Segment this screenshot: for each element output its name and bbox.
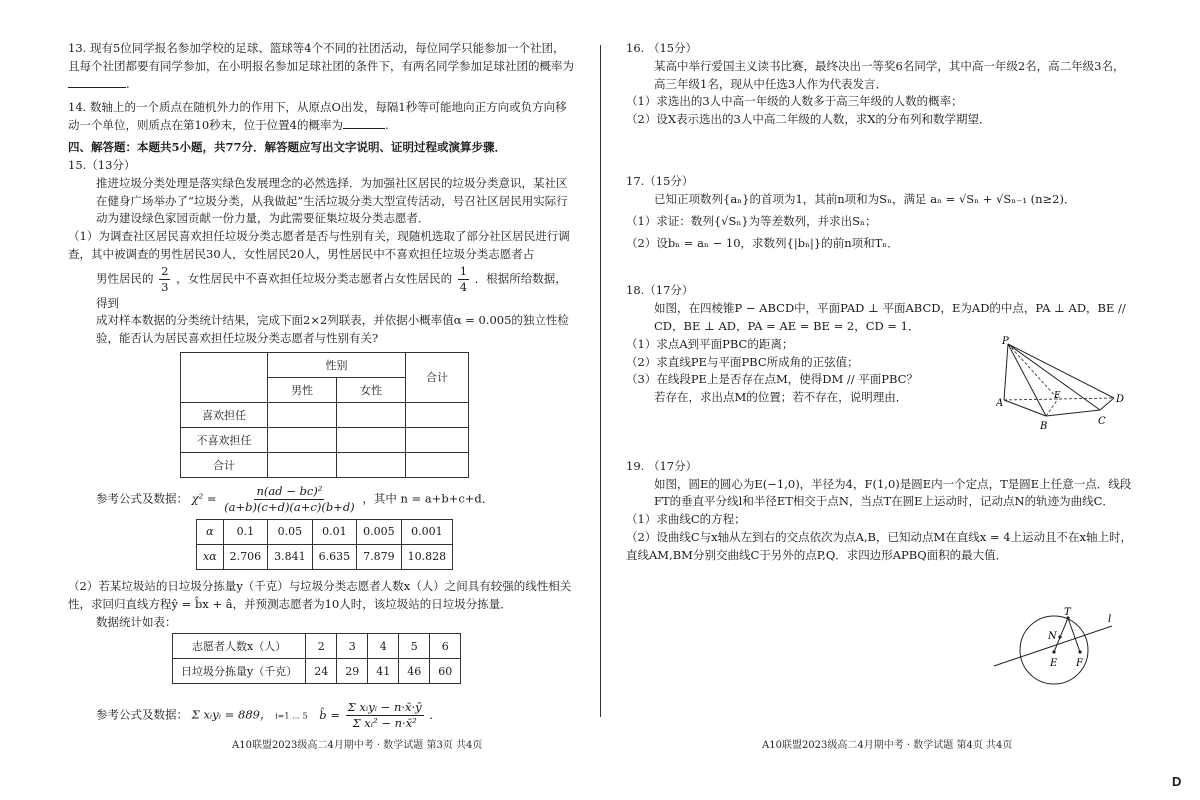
question-17-body: 已知正项数列{aₙ}的首项为1，其前n项和为Sₙ，满足 aₙ = √Sₙ + √Sₙ₋₁ (n≥2)． — [654, 191, 1076, 206]
fraction-two-thirds: $\frac{2}{3}$ — [161, 263, 169, 294]
label-C: C — [1098, 415, 1106, 427]
circle-figure — [984, 606, 1124, 690]
regression-formula: 参考公式及数据： Σ xᵢyᵢ = 889， i=1 … 5 b̂ = $\frac{\text{Σ xᵢyᵢ − n·x̄·ȳ}}{\text{Σ xᵢ² − n·x̄²}}$ ． — [96, 700, 441, 731]
question-13: 13. 现有5位同学报名参加学校的足球、篮球等4个不同的社团活动，每位同学只能参加一个社团，且每个社团都要有同学参加，在小明报名参加足球社团的条件下，有两名同学参加足球社团的概率为. — [68, 41, 574, 91]
label-A: A — [996, 397, 1004, 409]
question-15-part1-cont: 成对样本数据的分类统计结果，完成下面2×2列联表，并依据小概率值α = 0.005的独立性检验，能否认为居民喜欢担任垃圾分类志愿者与性别有关? — [96, 313, 569, 346]
label-F: F — [1076, 658, 1083, 669]
table-header-gender: 性别 — [268, 353, 406, 378]
answer-blank-13 — [68, 76, 126, 88]
fraction-one-quarter: $\frac{1}{4}$ — [459, 263, 468, 294]
right-column — [626, 40, 1134, 565]
question-15-heading: 15.（13分） — [68, 157, 136, 172]
table-header-female: 女性 — [337, 378, 406, 403]
question-18-part1: （1）求点A到平面PBC的距离； — [626, 336, 794, 351]
label-E: E — [1050, 658, 1058, 669]
column-divider — [600, 45, 601, 717]
question-19-heading: 19. （17分） — [626, 458, 698, 473]
page-footer-right: A10联盟2023级高二4月期中考 · 数学试题 第4页 共4页 — [762, 740, 1013, 751]
label-P: P — [1002, 335, 1009, 347]
contingency-table — [180, 352, 469, 478]
question-15-part2: （2）若某垃圾站的日垃圾分拣量y（千克）与垃圾分类志愿者人数x（人）之间具有较强的线性相关性，求回归直线方程ŷ = b̂x + â，并预测志愿者为10人时，该垃圾站的日垃圾分拣量． — [68, 578, 572, 611]
table-row-label: 喜欢担任 — [181, 403, 268, 428]
table-header-total: 合计 — [406, 353, 469, 403]
label-T: T — [1064, 607, 1071, 618]
question-18-part3-cont: 若存在，求出点M的位置；若不存在，说明理由． — [654, 390, 908, 405]
question-19-part1: （1）求曲线C的方程； — [626, 512, 746, 527]
question-16-heading: 16. （15分） — [626, 41, 698, 55]
question-15-part1: （1）为调查社区居民喜欢担任垃圾分类志愿者是否与性别有关，现随机选取了部分社区居民进行调查，其中被调查的男性居民30人，女性居民20人，男性居民中不喜欢担任垃圾分类志愿者占 — [68, 229, 570, 261]
chi-square-formula: 参考公式及数据： χ² = $\frac{\text{n(ad − bc)²}}{(a+b)(c+d)(a+c)(b+d)}$ ，其中 n = a+b+c+d． — [96, 484, 494, 514]
question-16-part1: （1）求选出的3人中高一年级的人数多于高三年级的人数的概率； — [626, 94, 963, 109]
question-16-body: 某高中举行爱国主义读书比赛，最终决出一等奖6名同学，其中高一年级2名，高二年级3名，高三年级1名，现从中任选3人作为代表发言． — [654, 58, 1125, 91]
section-heading: 四、解答题：本题共5小题，共77分．解答题应写出文字说明、证明过程或演算步骤． — [68, 140, 507, 155]
question-18-parts — [626, 336, 1134, 436]
question-15-part1-fractions: 男性居民的 $\frac{2}{3}$ ，女性居民中不喜欢担任垃圾分类志愿者占女性居民的 $\frac{1}{4}$ ．根据所给数据，得到 — [96, 263, 567, 310]
data-table-label: 数据统计如表： — [96, 614, 177, 629]
question-16-part2: （2）设X表示选出的3人中高二年级的人数，求X的分布列和数学期望． — [626, 112, 991, 127]
question-18-part2: （2）求直线PE与平面PBC所成角的正弦值； — [626, 354, 859, 369]
question-18-heading: 18.（17分） — [626, 283, 694, 298]
corner-mark: D — [1172, 774, 1182, 789]
question-17-heading: 17.（15分） — [626, 174, 694, 189]
question-15-intro: 推进垃圾分类处理是落实绿色发展理念的必然选择．为加强社区居民的垃圾分类意识，某社区在健身广场举办了“垃圾分类，从我做起”生活垃圾分类大型宣传活动，号召社区居民用实际行动为建设绿色家园贡献一份力量，为此需要征集垃圾分类志愿者． — [96, 175, 568, 226]
question-19-part2: （2）设曲线C与x轴从左到右的交点依次为点A,B，已知动点M在直线x = 4上运动且不在x轴上时，直线AM,BM分别交曲线C于另外的点P,Q．求四边形APBQ面积的最大值． — [626, 530, 1133, 562]
question-17-part2: （2）设bₙ = aₙ − 10，求数列{|bₙ|}的前n项和Tₙ． — [626, 235, 899, 250]
label-D: D — [1116, 393, 1125, 405]
volunteer-data-table: 志愿者人数x（人） 2 3 4 5 6 日垃圾分拣量y（千克） 24 29 41 46 60 — [172, 633, 461, 684]
question-18-body: 如图，在四棱锥P − ABCD中，平面PAD ⊥ 平面ABCD，E为AD的中点，PA ⊥ AD，BE // CD，BE ⊥ AD，PA = AE = BE = 2，CD = 1． — [654, 301, 1126, 333]
table-blank-corner — [181, 353, 268, 403]
pyramid-figure — [996, 336, 1126, 436]
answer-blank-14 — [343, 117, 385, 129]
table-row-label: 合计 — [181, 453, 268, 478]
label-l: l — [1108, 614, 1112, 625]
label-N: N — [1048, 631, 1057, 642]
table-row-label: 不喜欢担任 — [181, 428, 268, 453]
question-19-body: 如图，圆E的圆心为E(−1,0)，半径为4，F(1,0)是圆E内一个定点，T是圆E上任意一点．线段FT的垂直平分线l和半径ET相交于点N，当点T在圆E上运动时，记动点N的轨迹为曲线C． — [654, 476, 1132, 509]
question-14: 14. 数轴上的一个质点在随机外力的作用下，从原点O出发，每隔1秒等可能地向正方向或负方向移动一个单位，则质点在第10秒末，位于位置4的概率为 . — [68, 100, 567, 133]
question-18-part3: （3）在线段PE上是否存在点M，使得DM // 平面PBC？ — [626, 372, 918, 387]
table-header-male: 男性 — [268, 378, 337, 403]
label-E: E — [1054, 390, 1061, 401]
left-column — [68, 40, 576, 731]
critical-value-table: α 0.1 0.05 0.01 0.005 0.001 xα 2.706 3.841 6.635 7.879 10.828 — [196, 519, 453, 570]
label-B: B — [1040, 420, 1048, 432]
page-footer-left: A10联盟2023级高二4月期中考 · 数学试题 第3页 共4页 — [232, 740, 483, 751]
question-17-part1: （1）求证：数列{√Sₙ}为等差数列，并求出Sₙ； — [626, 213, 877, 228]
